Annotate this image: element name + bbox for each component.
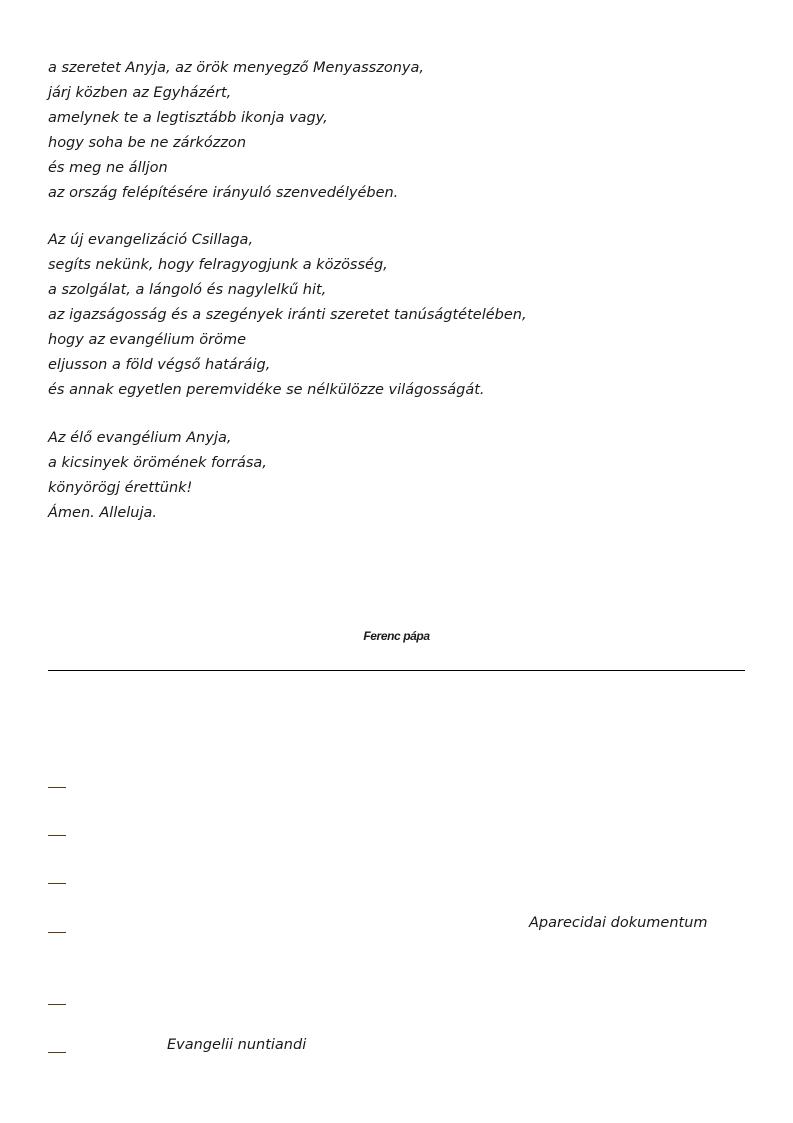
prayer-line: Az új evangelizáció Csillaga, [48, 232, 254, 248]
footnote-marker [48, 1004, 66, 1005]
prayer-line: Ámen. Alleluja. [48, 505, 158, 521]
prayer-line: az igazságosság és a szegények iránti szeretet tanúságtételében, [48, 307, 527, 323]
footnote-text-aparecida: Aparecidai dokumentum [529, 915, 708, 931]
footnote-marker [48, 835, 66, 836]
prayer-line: amelynek te a legtisztább ikonja vagy, [48, 110, 328, 126]
footnote-text-evangelii: Evangelii nuntiandi [167, 1037, 307, 1053]
footnote-separator [48, 670, 745, 671]
prayer-line: és annak egyetlen peremvidéke se nélkülözze világosságát. [48, 382, 485, 398]
prayer-line: és meg ne álljon [48, 160, 168, 176]
prayer-line: segíts nekünk, hogy felragyogjunk a közösség, [48, 257, 388, 273]
prayer-line: hogy az evangélium öröme [48, 332, 246, 348]
prayer-line: az ország felépítésére irányuló szenvedélyében. [48, 185, 399, 201]
prayer-stanza-2 [48, 228, 527, 403]
prayer-line: a szolgálat, a lángoló és nagylelkű hit, [48, 282, 327, 298]
footnote-marker [48, 883, 66, 884]
footnote-marker [48, 932, 66, 933]
prayer-line: járj közben az Egyházért, [48, 85, 232, 101]
prayer-line: hogy soha be ne zárkózzon [48, 135, 247, 151]
prayer-stanza-3 [48, 426, 267, 526]
prayer-stanza-1 [48, 56, 424, 206]
prayer-line: a szeretet Anyja, az örök menyegző Menyasszonya, [48, 60, 424, 76]
footnote-marker [48, 1052, 66, 1053]
prayer-line: Az élő evangélium Anyja, [48, 430, 232, 446]
prayer-line: a kicsinyek örömének forrása, [48, 455, 267, 471]
prayer-line: eljusson a föld végső határáig, [48, 357, 271, 373]
footnote-marker [48, 787, 66, 788]
signature: Ferenc pápa [363, 629, 430, 643]
prayer-line: könyörögj érettünk! [48, 480, 193, 496]
